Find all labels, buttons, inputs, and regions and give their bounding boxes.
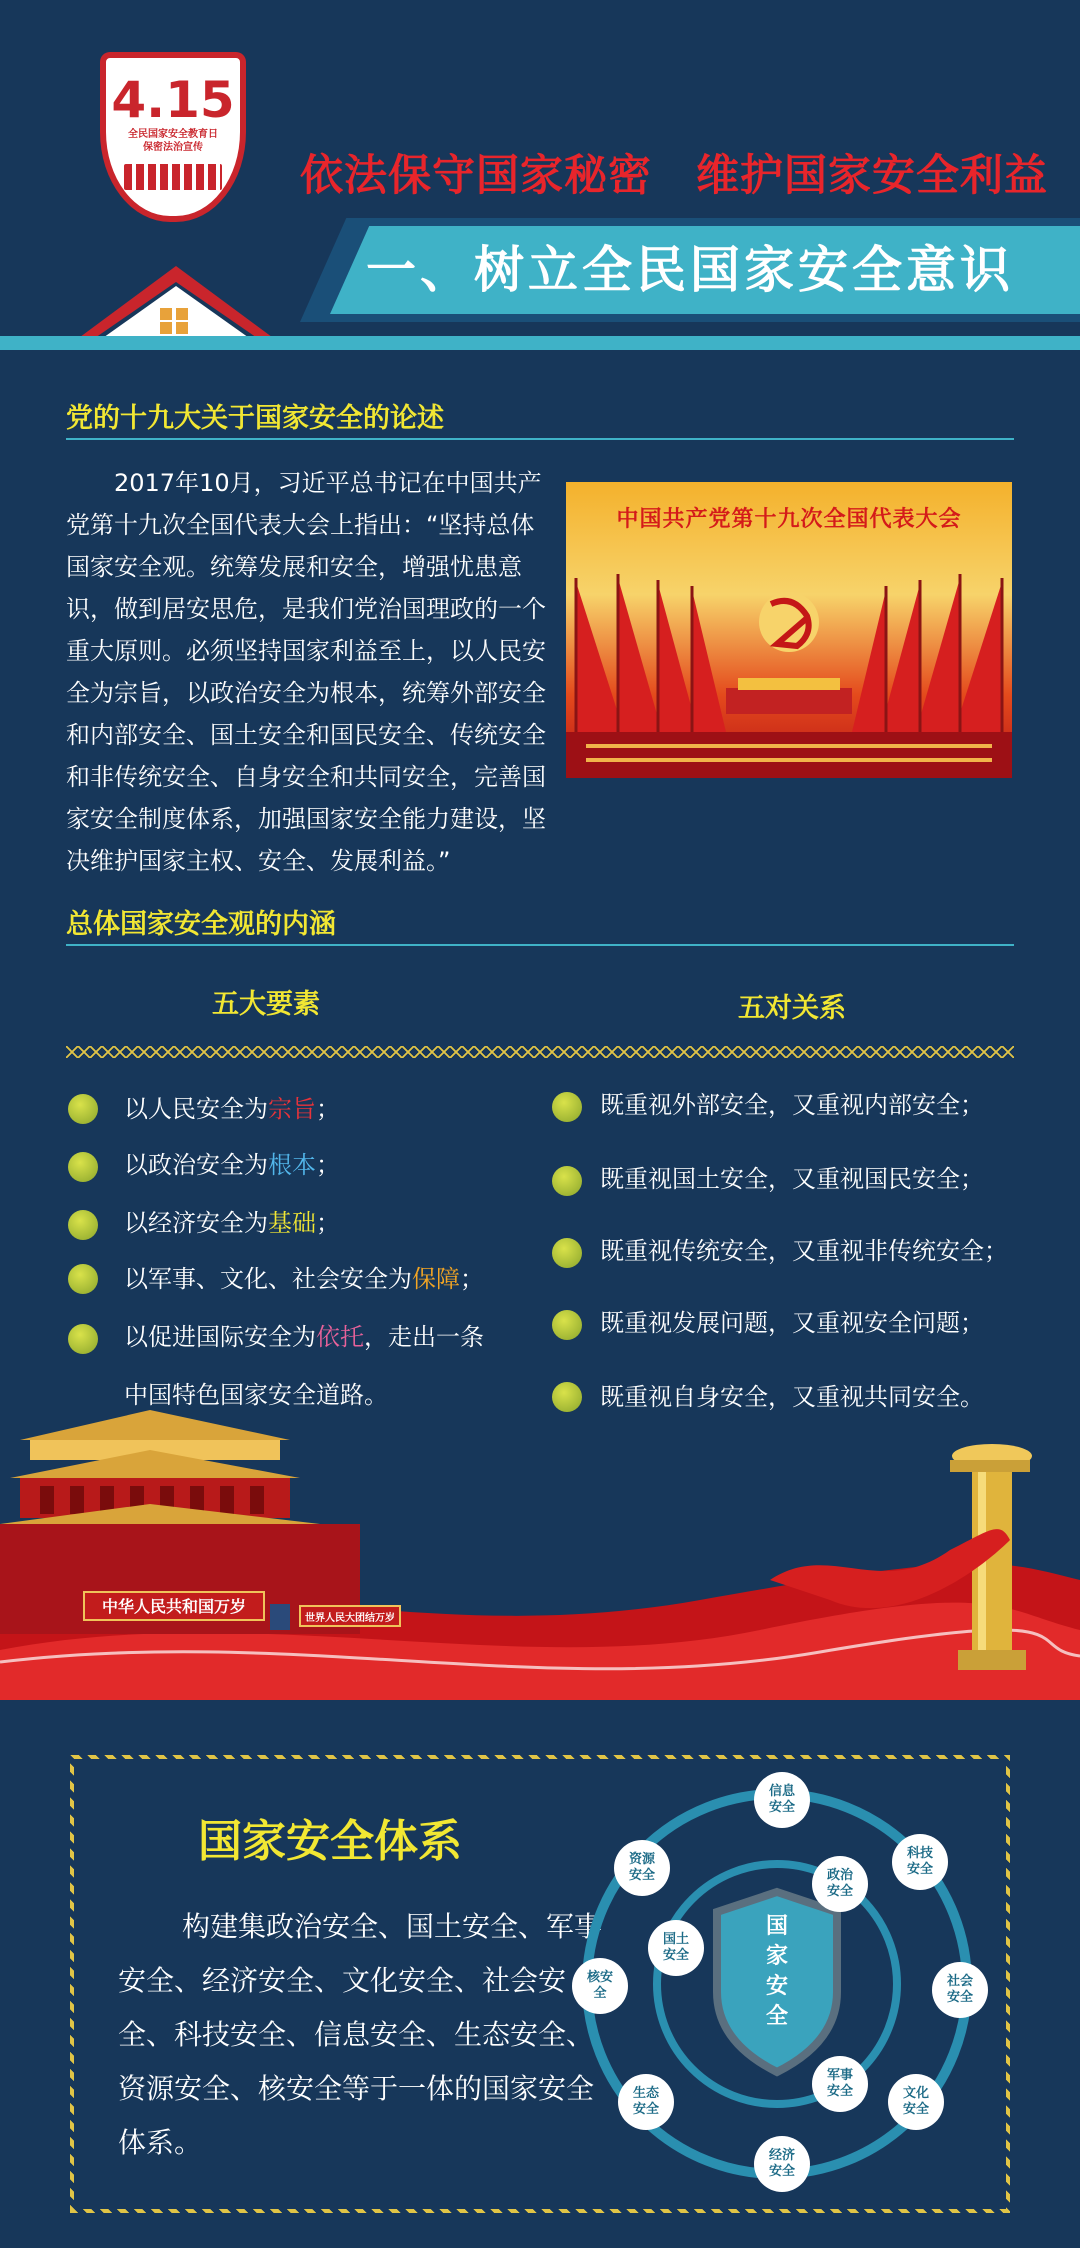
congress-image [566,482,1012,778]
bullet-dot-icon [68,1152,98,1182]
node-economy: 经济安全 [754,2136,810,2192]
node-culture: 文化安全 [888,2074,944,2130]
node-resources: 资源安全 [614,1840,670,1896]
tiananmen-band-illustration [0,1400,1080,1710]
security-system-diagram [582,1772,1012,2202]
badge-number: 4.15 [111,71,235,129]
bullet-dot-icon [68,1264,98,1294]
element-item: 以政治安全为根本； [124,1151,340,1179]
element-item: 以经济安全为基础； [124,1209,340,1237]
great-wall-icon [124,164,222,190]
slogan: 依法保守国家秘密 维护国家安全利益 [300,151,1048,201]
badge-line2: 保密法治宣传 [143,142,203,153]
node-politics: 政治安全 [812,1856,868,1912]
bullet-dot-icon [552,1092,582,1122]
section1-title: 党的十九大关于国家安全的论述 [66,403,444,434]
element-item: 以人民安全为宗旨； [124,1095,340,1123]
five-elements-title: 五大要素 [212,989,320,1020]
node-territory: 国土安全 [648,1920,704,1976]
bullet-dot-icon [68,1094,98,1124]
system-text: 构建集政治安全、国土安全、军事安全、经济安全、文化安全、社会安全、科技安全、信息安全、生态安全、资源安全、核安全等于一体的国家安全体系。 [118,1910,603,2159]
node-ecology: 生态安全 [618,2074,674,2130]
element-item: 以军事、文化、社会安全为保障； [124,1265,484,1293]
five-relations-title: 五对关系 [738,993,846,1024]
center-label: 国 家 安 全 [765,1914,788,2029]
relation-item: 既重视传统安全，又重视非传统安全； [600,1237,1008,1265]
gate-plaque: 中华人民共和国万岁 [101,1597,247,1616]
system-title: 国家安全体系 [198,1816,462,1867]
gate-plaque-2: 世界人民大团结万岁 [305,1613,395,1624]
bullet-dot-icon [68,1324,98,1354]
congress-image-caption: 中国共产党第十九次全国代表大会 [616,507,962,532]
section1-paragraph-text: 2017年10月，习近平总书记在中国共产党第十九次全国代表大会上指出：“坚持总体国家安全观。统筹发展和安全，增强忧患意识，做到居安思危，是我们党治国理政的一个重大原则。必须坚持国家利益至上，以人民安全为宗旨，以政治安全为根本，统筹外部安全和内部安全、国土安全和国民安全、传统安全和非传统安全、自身安全和共同安全，完善国家安全制度体系，加强国家安全能力建设，坚决维护国家主权、安全、发展利益。” [66,469,546,875]
badge-line1: 全民国家安全教育日 [128,129,218,140]
bullet-dot-icon [552,1310,582,1340]
badge-logo [100,52,246,222]
zigzag-divider [66,1046,1014,1058]
node-society: 社会安全 [932,1962,988,2018]
element-item: 以促进国际安全为依托，走出一条 [124,1323,484,1351]
bullet-dot-icon [552,1166,582,1196]
relation-item: 既重视国土安全，又重视国民安全； [600,1165,984,1193]
section2-divider [66,944,1014,946]
bullet-dot-icon [552,1238,582,1268]
relation-item: 既重视自身安全，又重视共同安全。 [600,1383,984,1411]
element-item-tail: 中国特色国家安全道路。 [124,1381,388,1409]
node-technology: 科技安全 [892,1834,948,1890]
node-military: 军事安全 [812,2056,868,2112]
house-roof-icon [76,262,276,340]
node-information: 信息安全 [754,1772,810,1828]
node-nuclear: 核安全 [572,1958,628,2014]
bullet-dot-icon [68,1210,98,1240]
header-divider [0,336,1080,350]
section1-divider [66,438,1014,440]
page-title: 一、树立全民国家安全意识 [366,241,1014,299]
section2-title: 总体国家安全观的内涵 [66,909,336,940]
relation-item: 既重视外部安全，又重视内部安全； [600,1091,984,1119]
relation-item: 既重视发展问题，又重视安全问题； [600,1309,984,1337]
